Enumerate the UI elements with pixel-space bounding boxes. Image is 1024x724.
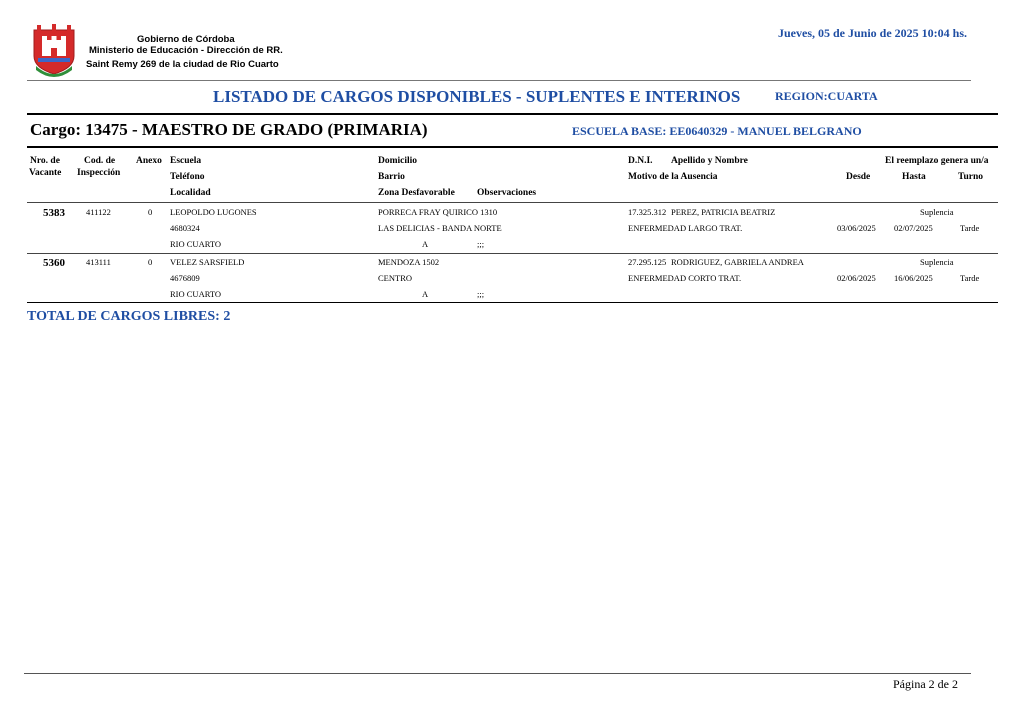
tipo-reemplazo: Suplencia bbox=[920, 257, 954, 267]
cod-inspeccion: 411122 bbox=[86, 207, 111, 217]
col-nro-vacante-line1: Nro. de bbox=[30, 156, 60, 166]
col-dni: D.N.I. bbox=[628, 156, 653, 166]
col-escuela: Escuela bbox=[170, 156, 202, 166]
report-datetime: Jueves, 05 de Junio de 2025 10:04 hs. bbox=[778, 26, 968, 40]
col-reemplazo: El reemplazo genera un/a bbox=[885, 156, 989, 166]
col-anexo: Anexo bbox=[136, 156, 162, 166]
escuela-base-label: ESCUELA BASE: EE0640329 - MANUEL BELGRANO bbox=[572, 124, 862, 138]
localidad: RIO CUARTO bbox=[170, 289, 222, 299]
col-apellido-nombre: Apellido y Nombre bbox=[671, 156, 748, 166]
col-cod-inspeccion-line1: Cod. de bbox=[84, 156, 116, 166]
title-divider bbox=[27, 113, 998, 115]
government-name: Gobierno de Córdoba bbox=[137, 34, 235, 45]
turno: Tarde bbox=[960, 273, 980, 283]
observaciones: ;;; bbox=[477, 239, 485, 249]
fecha-hasta: 02/07/2025 bbox=[894, 223, 933, 233]
localidad: RIO CUARTO bbox=[170, 239, 222, 249]
tipo-reemplazo: Suplencia bbox=[920, 207, 954, 217]
fecha-desde: 02/06/2025 bbox=[837, 273, 876, 283]
col-zona-desfavorable: Zona Desfavorable bbox=[378, 188, 455, 198]
col-motivo-ausencia: Motivo de la Ausencia bbox=[628, 172, 718, 182]
table-bottom-divider bbox=[27, 302, 998, 303]
office-address: Saint Remy 269 de la ciudad de Rio Cuarto bbox=[86, 59, 279, 70]
apellido-nombre: PEREZ, PATRICIA BEATRIZ bbox=[671, 207, 776, 217]
dni: 17.325.312 bbox=[628, 207, 667, 217]
total-cargos-libres: TOTAL DE CARGOS LIBRES: 2 bbox=[27, 309, 231, 324]
row-divider bbox=[27, 253, 998, 254]
footer-divider bbox=[24, 673, 971, 674]
cargo-heading: Cargo: 13475 - MAESTRO DE GRADO (PRIMARIA) bbox=[30, 120, 428, 139]
col-barrio: Barrio bbox=[378, 172, 405, 182]
cargo-divider bbox=[27, 146, 998, 148]
vacante-number: 5383 bbox=[43, 207, 65, 219]
cordoba-coat-of-arms-logo bbox=[28, 24, 80, 78]
fecha-hasta: 16/06/2025 bbox=[894, 273, 933, 283]
col-hasta: Hasta bbox=[902, 172, 926, 182]
col-desde: Desde bbox=[846, 172, 871, 182]
motivo-ausencia: ENFERMEDAD CORTO TRAT. bbox=[628, 273, 742, 283]
telefono: 4676809 bbox=[170, 273, 200, 283]
cod-inspeccion: 413111 bbox=[86, 257, 111, 267]
domicilio: MENDOZA 1502 bbox=[378, 257, 440, 267]
zona-desfavorable: A bbox=[422, 239, 429, 249]
col-cod-inspeccion-line2: Inspección bbox=[77, 168, 121, 178]
page-number: Página 2 de 2 bbox=[893, 677, 958, 691]
observaciones: ;;; bbox=[477, 289, 485, 299]
dni: 27.295.125 bbox=[628, 257, 667, 267]
apellido-nombre: RODRIGUEZ, GABRIELA ANDREA bbox=[671, 257, 804, 267]
ministry-name: Ministerio de Educación - Dirección de RR. bbox=[89, 45, 283, 56]
header-divider bbox=[27, 80, 971, 81]
zona-desfavorable: A bbox=[422, 289, 429, 299]
barrio: LAS DELICIAS - BANDA NORTE bbox=[378, 223, 502, 233]
vacante-number: 5360 bbox=[43, 257, 65, 269]
region-label: REGION:CUARTA bbox=[775, 89, 878, 103]
anexo: 0 bbox=[148, 207, 153, 217]
telefono: 4680324 bbox=[170, 223, 200, 233]
report-title: LISTADO DE CARGOS DISPONIBLES - SUPLENTES E INTERINOS bbox=[213, 87, 741, 106]
col-turno: Turno bbox=[958, 172, 983, 182]
col-localidad: Localidad bbox=[170, 188, 211, 198]
barrio: CENTRO bbox=[378, 273, 412, 283]
col-observaciones: Observaciones bbox=[477, 188, 537, 198]
fecha-desde: 03/06/2025 bbox=[837, 223, 876, 233]
col-nro-vacante-line2: Vacante bbox=[29, 168, 62, 178]
domicilio: PORRECA FRAY QUIRICO 1310 bbox=[378, 207, 498, 217]
escuela: VELEZ SARSFIELD bbox=[170, 257, 245, 267]
header-row-divider bbox=[27, 202, 998, 203]
col-domicilio: Domicilio bbox=[378, 156, 418, 166]
col-telefono: Teléfono bbox=[170, 172, 205, 182]
motivo-ausencia: ENFERMEDAD LARGO TRAT. bbox=[628, 223, 743, 233]
escuela: LEOPOLDO LUGONES bbox=[170, 207, 257, 217]
anexo: 0 bbox=[148, 257, 153, 267]
turno: Tarde bbox=[960, 223, 980, 233]
